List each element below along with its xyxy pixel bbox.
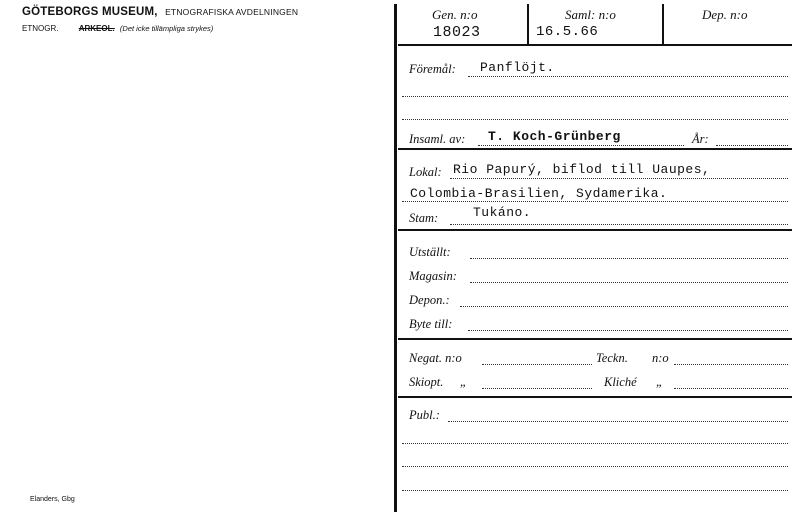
kliche-line <box>674 388 788 389</box>
publ-label: Publ.: <box>409 408 440 422</box>
stam-value: Tukáno. <box>473 205 532 220</box>
foremal-value: Panflöjt. <box>480 60 555 75</box>
teckn-line <box>674 364 788 365</box>
section-label: ETNOGR. <box>22 24 59 33</box>
ar-label: År: <box>692 132 709 146</box>
publ-line-3 <box>402 466 788 467</box>
rule-after-byte <box>398 338 792 340</box>
header-divider-2 <box>662 4 664 44</box>
depon-line <box>460 306 788 307</box>
rule-after-insaml <box>398 148 792 150</box>
lokal-line-1 <box>450 178 788 179</box>
stam-line <box>450 224 788 225</box>
department-name: ETNOGRAFISKA AVDELNINGEN <box>165 7 299 17</box>
foremal-line-3 <box>402 119 788 120</box>
insaml-value: T. Koch-Grünberg <box>488 129 621 144</box>
lokal-label: Lokal: <box>409 165 442 179</box>
publ-line-4 <box>402 490 788 491</box>
skiopt-line <box>482 388 592 389</box>
dep-label: Dep. n:o <box>702 7 748 22</box>
publ-line-2 <box>402 443 788 444</box>
foremal-line-2 <box>402 96 788 97</box>
foremal-label: Föremål: <box>409 62 456 76</box>
foremal-line <box>468 76 788 77</box>
magasin-label: Magasin: <box>409 269 457 283</box>
insaml-line <box>478 145 684 146</box>
utstallt-line <box>470 258 788 259</box>
ar-line <box>716 145 788 146</box>
lokal-value-1: Rio Papurý, biflod till Uaupes, <box>453 162 711 177</box>
card-left-border <box>394 4 397 512</box>
rule-after-kliche <box>398 396 792 398</box>
kliche-label: Kliché <box>604 375 637 389</box>
teckn-no-label: n:o <box>652 351 669 365</box>
depon-label: Depon.: <box>409 293 450 307</box>
utstallt-label: Utställt: <box>409 245 451 259</box>
magasin-line <box>470 282 788 283</box>
struck-section-label: ARKEOL. <box>78 24 115 33</box>
byte-line <box>468 330 788 331</box>
header-divider-1 <box>527 4 529 44</box>
negat-line <box>482 364 592 365</box>
saml-value: 16.5.66 <box>536 24 599 40</box>
lokal-line-2 <box>402 201 788 202</box>
publ-line-1 <box>448 421 788 422</box>
gen-label: Gen. n:o <box>432 7 478 22</box>
byte-label: Byte till: <box>409 317 453 331</box>
stam-label: Stam: <box>409 211 439 225</box>
negat-label: Negat. n:o <box>409 351 462 365</box>
rule-after-stam <box>398 229 792 231</box>
lokal-value-2: Colombia-Brasilien, Sydamerika. <box>410 186 668 201</box>
kliche-ditto: „ <box>656 375 663 389</box>
museum-name: GÖTEBORGS MUSEUM, <box>22 6 158 18</box>
museum-header <box>22 6 298 18</box>
printer-mark: Elanders, Gbg <box>30 496 75 503</box>
insaml-label: Insaml. av: <box>409 132 466 146</box>
skiopt-ditto: „ <box>460 375 467 389</box>
gen-value: 18023 <box>433 24 481 41</box>
skiopt-label: Skiopt. <box>409 375 444 389</box>
section-line <box>22 24 213 33</box>
strike-note: (Det icke tillämpliga strykes) <box>119 24 214 33</box>
header-rule <box>398 44 792 46</box>
saml-label: Saml: n:o <box>565 7 616 22</box>
teckn-label: Teckn. <box>596 351 628 365</box>
